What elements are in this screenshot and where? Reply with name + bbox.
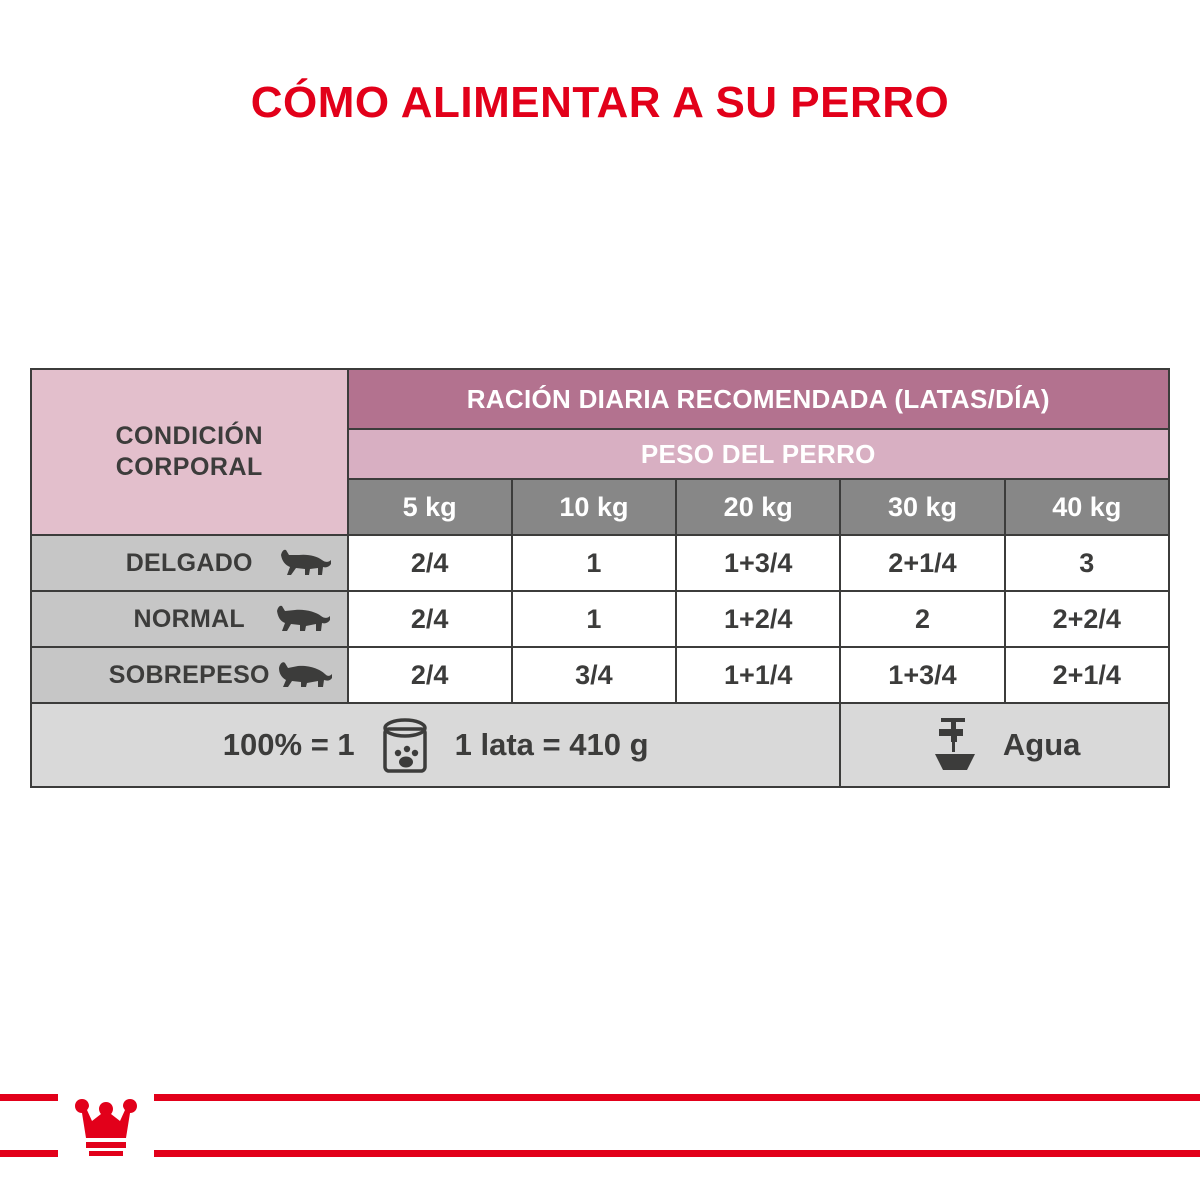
brand-line-bottom — [0, 1150, 1200, 1157]
condition-text: NORMAL — [133, 604, 246, 633]
condition-header-line2: CORPORAL — [115, 453, 263, 481]
value-normal-20kg: 1+2/4 — [676, 591, 840, 647]
value-sobrepeso-5kg: 2/4 — [348, 647, 512, 703]
value-sobrepeso-20kg: 1+1/4 — [676, 647, 840, 703]
value-delgado-10kg: 1 — [512, 535, 676, 591]
page-title: CÓMO ALIMENTAR A SU PERRO — [250, 78, 950, 127]
footer-water-cell — [840, 703, 1169, 787]
table-row — [31, 535, 1169, 591]
condition-header-line1: CONDICIÓN — [115, 421, 264, 450]
value-sobrepeso-40kg: 2+1/4 — [1005, 647, 1169, 703]
weight-col-4: 30 kg — [840, 479, 1004, 535]
condition-text: DELGADO — [125, 548, 253, 577]
feeding-guide-table — [30, 368, 1170, 788]
brand-line-top — [0, 1094, 1200, 1101]
value-delgado-40kg: 3 — [1005, 535, 1169, 591]
weight-col-5: 40 kg — [1005, 479, 1169, 535]
footer-portion-cell — [31, 703, 840, 787]
table-row — [31, 647, 1169, 703]
value-normal-10kg: 1 — [512, 591, 676, 647]
condition-label-sobrepeso — [31, 647, 348, 703]
value-normal-30kg: 2 — [840, 591, 1004, 647]
weight-col-1: 5 kg — [348, 479, 512, 535]
ration-header-cell: RACIÓN DIARIA RECOMENDADA (LATAS/DÍA) — [348, 369, 1169, 429]
value-sobrepeso-10kg: 3/4 — [512, 647, 676, 703]
can-note: 1 lata = 410 g — [454, 727, 649, 762]
table-footer-row — [31, 703, 1169, 787]
condition-text: SOBREPESO — [108, 660, 270, 689]
condition-header-cell — [31, 369, 348, 535]
value-normal-5kg: 2/4 — [348, 591, 512, 647]
value-sobrepeso-30kg: 1+3/4 — [840, 647, 1004, 703]
brand-footer — [0, 1088, 1200, 1200]
weight-col-2: 10 kg — [512, 479, 676, 535]
value-delgado-30kg: 2+1/4 — [840, 535, 1004, 591]
dog-icon — [273, 604, 333, 634]
value-normal-40kg: 2+2/4 — [1005, 591, 1169, 647]
value-delgado-20kg: 1+3/4 — [676, 535, 840, 591]
dog-icon — [277, 548, 333, 578]
royal-canin-crown-icon — [58, 1088, 154, 1166]
percent-note: 100% = 1 — [222, 727, 355, 762]
table-header-row-ration — [31, 369, 1169, 429]
condition-label-normal — [31, 591, 348, 647]
water-label: Agua — [1002, 727, 1081, 762]
weight-col-3: 20 kg — [676, 479, 840, 535]
condition-label-delgado — [31, 535, 348, 591]
value-delgado-5kg: 2/4 — [348, 535, 512, 591]
table-row — [31, 591, 1169, 647]
dog-icon — [275, 660, 333, 690]
water-tap-icon — [929, 716, 981, 774]
can-icon — [381, 715, 429, 775]
weight-header-cell: PESO DEL PERRO — [348, 429, 1169, 479]
